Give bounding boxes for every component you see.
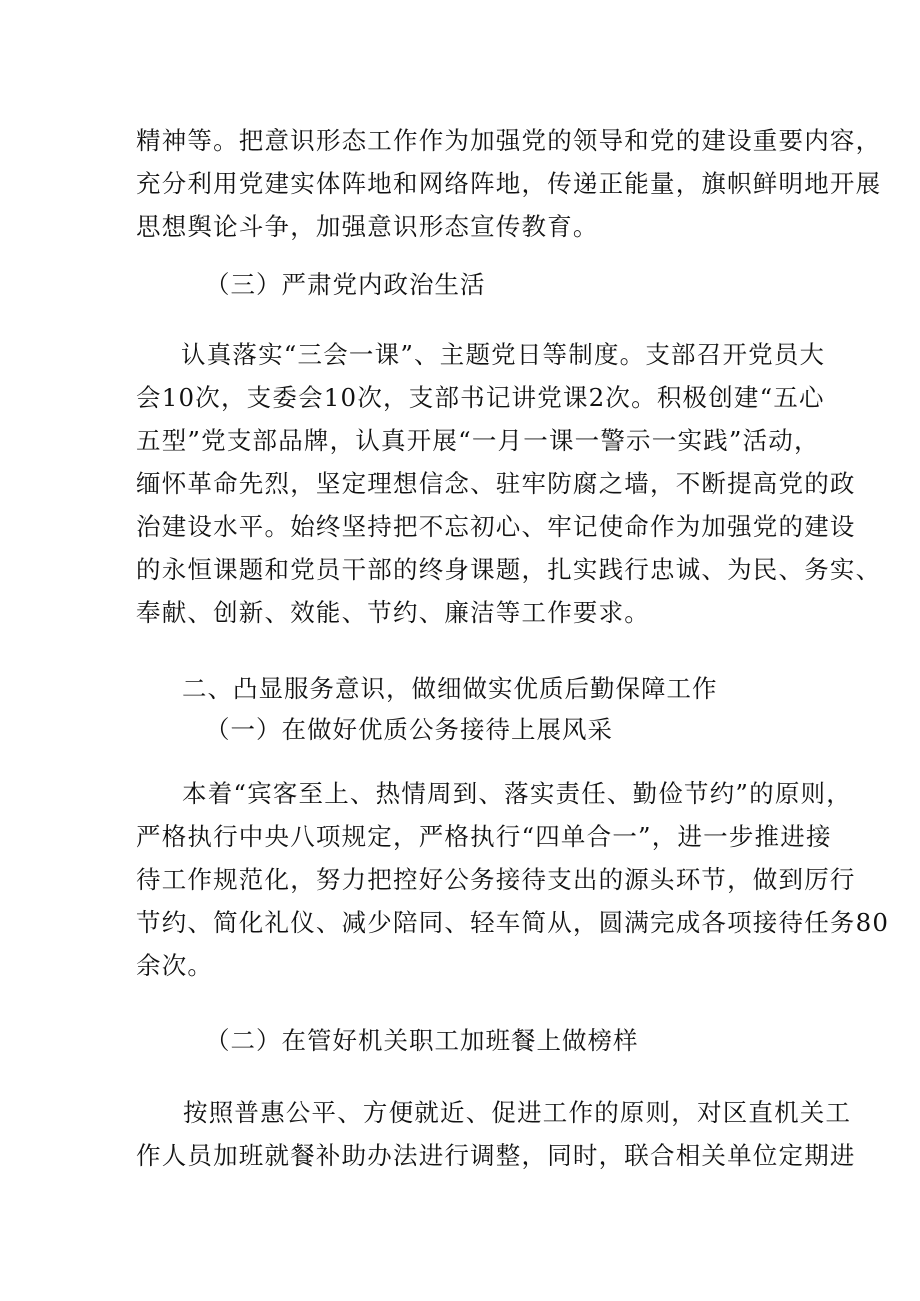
paragraph-line-21: 作人员加班就餐补助办法进行调整，同时，联合相关单位定期进 [136,1141,856,1170]
paragraph-line-10: 的永恒课题和党员干部的终身课题，扎实践行忠诚、为民、务实、 [136,555,882,584]
paragraph-line-18: 余次。 [136,951,214,980]
paragraph-line-6: 会10次，支委会10次，支部书记讲党课2次。积极创建“五心 [136,383,825,412]
paragraph-line-17: 节约、简化礼仪、减少陪同、轻车简从，圆满完成各项接待任务80 [136,908,890,937]
section-heading-3: （三）严肃党内政治生活 [205,270,486,299]
paragraph-line-3: 思想舆论斗争，加强意识形态宣传教育。 [136,212,599,241]
paragraph-line-14: 本着“宾客至上、热情周到、落实责任、勤俭节约”的原则， [182,779,852,808]
paragraph-line-8: 缅怀革命先烈，坚定理想信念、驻牢防腐之墙，不断提高党的政 [136,469,856,498]
subsection-heading-1: （一）在做好优质公务接待上展风采 [205,715,613,744]
paragraph-line-16: 待工作规范化，努力把控好公务接待支出的源头环节，做到厉行 [136,865,856,894]
paragraph-line-1: 精神等。把意识形态工作作为加强党的领导和党的建设重要内容， [136,126,882,155]
paragraph-line-7: 五型”党支部品牌，认真开展“一月一课一警示一实践”活动， [136,426,820,455]
paragraph-line-5: 认真落实“三会一课”、主题党日等制度。支部召开党员大 [181,340,826,369]
paragraph-line-2: 充分利用党建实体阵地和网络阵地，传递正能量，旗帜鲜明地开展 [136,169,882,198]
subsection-heading-2: （二）在管好机关职工加班餐上做榜样 [205,1026,639,1055]
section-heading-2: 二、凸显服务意识，做细做实优质后勤保障工作 [182,674,718,703]
paragraph-line-9: 治建设水平。始终坚持把不忘初心、牢记使命作为加强党的建设 [136,512,856,541]
paragraph-line-20: 按照普惠公平、方便就近、促进工作的原则，对区直机关工 [183,1098,852,1127]
paragraph-line-15: 严格执行中央八项规定，严格执行“四单合一”，进一步推进接 [136,822,832,851]
paragraph-line-11: 奉献、创新、效能、节约、廉洁等工作要求。 [136,598,650,627]
